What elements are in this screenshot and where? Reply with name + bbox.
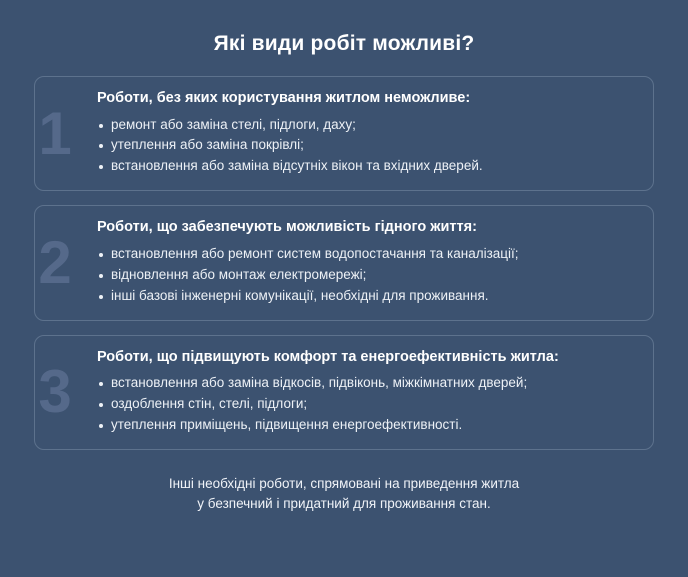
list-item: утеплення або заміна покрівлі; bbox=[97, 135, 637, 156]
card-number-2: 2 bbox=[38, 228, 72, 296]
footer-line-2: у безпечний і придатний для проживання стан. bbox=[197, 496, 491, 512]
card-list-2 bbox=[97, 244, 637, 307]
list-item: встановлення або заміна відкосів, підвіконь, міжкімнатних дверей; bbox=[97, 373, 637, 394]
list-item: відновлення або монтаж електромережі; bbox=[97, 265, 637, 286]
footer-note bbox=[34, 474, 654, 515]
cards-container bbox=[34, 76, 654, 450]
card-2 bbox=[34, 205, 654, 320]
card-1 bbox=[34, 76, 654, 191]
list-item: встановлення або заміна відсутніх вікон та вхідних дверей. bbox=[97, 156, 637, 177]
card-number-1: 1 bbox=[38, 99, 72, 167]
card-list-3 bbox=[97, 373, 637, 436]
list-item: оздоблення стін, стелі, підлоги; bbox=[97, 394, 637, 415]
list-item: встановлення або ремонт систем водопостачання та каналізації; bbox=[97, 244, 637, 265]
card-heading-2: Роботи, що забезпечують можливість гідного життя: bbox=[97, 219, 477, 236]
card-heading-3: Роботи, що підвищують комфорт та енергоефективність житла: bbox=[97, 348, 559, 365]
card-number-3: 3 bbox=[38, 358, 72, 426]
footer-line-1: Інші необхідні роботи, спрямовані на приведення житла bbox=[168, 475, 520, 491]
card-3 bbox=[34, 335, 654, 450]
list-item: утеплення приміщень, підвищення енергоефективності. bbox=[97, 415, 637, 436]
list-item: інші базові інженерні комунікації, необхідні для проживання. bbox=[97, 286, 637, 307]
page-title: Які види робіт можливі? bbox=[213, 32, 475, 55]
card-heading-1: Роботи, без яких користування житлом неможливе: bbox=[97, 90, 471, 106]
card-list-1 bbox=[97, 115, 637, 178]
list-item: ремонт або заміна стелі, підлоги, даху; bbox=[97, 115, 637, 136]
